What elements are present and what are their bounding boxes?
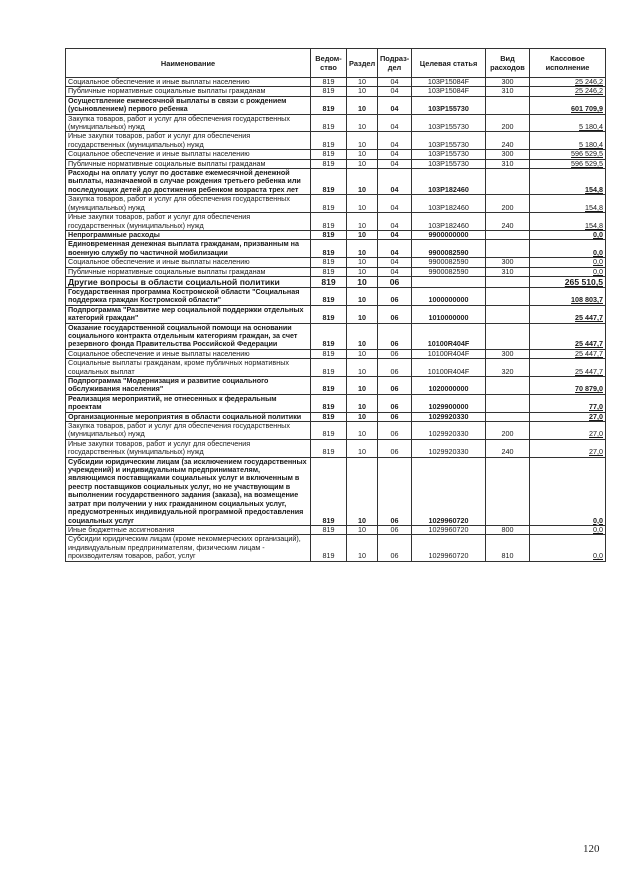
cell-cash-execution: 0,0 [530, 240, 606, 258]
cell-razdel: 10 [347, 394, 378, 412]
table-row [66, 422, 606, 440]
cell-target-article: 103P15084F [412, 78, 486, 87]
cell-vedomstvo: 819 [311, 439, 347, 457]
table-row [66, 114, 606, 132]
cell-razdel: 10 [347, 213, 378, 231]
cell-name: Закупка товаров, работ и услуг для обеспечения государственных (муниципальных) нужд [66, 422, 311, 440]
cell-target-article: 103P182460 [412, 195, 486, 213]
cell-razdel: 10 [347, 267, 378, 276]
cell-vedomstvo: 819 [311, 258, 347, 267]
cell-razdel: 10 [347, 377, 378, 395]
cell-vedomstvo: 819 [311, 230, 347, 239]
cell-cash-execution: 25 447,7 [530, 359, 606, 377]
header-cash-execution: Кассовое исполнение [530, 49, 606, 78]
cell-podrazdel: 04 [378, 114, 412, 132]
cell-vedomstvo: 819 [311, 359, 347, 377]
cell-target-article: 9900082590 [412, 258, 486, 267]
cell-cash-execution: 27,0 [530, 412, 606, 421]
cell-cash-execution: 0,0 [530, 230, 606, 239]
cell-razdel: 10 [347, 114, 378, 132]
cell-expense-type: 200 [486, 114, 530, 132]
cell-expense-type: 800 [486, 525, 530, 534]
cell-target-article: 1029920330 [412, 412, 486, 421]
cell-name: Организационные мероприятия в области социальной политики [66, 412, 311, 421]
cell-expense-type [486, 287, 530, 305]
cell-podrazdel: 04 [378, 258, 412, 267]
cell-expense-type [486, 412, 530, 421]
cell-podrazdel: 04 [378, 213, 412, 231]
cell-cash-execution: 154,8 [530, 195, 606, 213]
cell-cash-execution: 27,0 [530, 439, 606, 457]
cell-expense-type: 320 [486, 359, 530, 377]
cell-expense-type [486, 276, 530, 287]
cell-razdel: 10 [347, 240, 378, 258]
cell-name: Социальные выплаты гражданам, кроме публичных нормативных социальных выплат [66, 359, 311, 377]
cell-target-article: 103P15084F [412, 87, 486, 96]
cell-razdel: 10 [347, 525, 378, 534]
cell-vedomstvo: 819 [311, 305, 347, 323]
cell-target-article: 103P182460 [412, 169, 486, 195]
cell-name: Подпрограмма "Развитие мер социальной поддержки отдельных категорий граждан" [66, 305, 311, 323]
cell-target-article: 1029920330 [412, 422, 486, 440]
cell-name: Иные бюджетные ассигнования [66, 525, 311, 534]
cell-vedomstvo: 819 [311, 412, 347, 421]
cell-razdel: 10 [347, 535, 378, 561]
cell-vedomstvo: 819 [311, 213, 347, 231]
cell-cash-execution: 265 510,5 [530, 276, 606, 287]
table-row [66, 96, 606, 114]
table-row [66, 267, 606, 276]
cell-target-article: 1010000000 [412, 305, 486, 323]
cell-name: Социальное обеспечение и иные выплаты населению [66, 349, 311, 358]
table-row [66, 240, 606, 258]
cell-target-article: 9900000000 [412, 230, 486, 239]
cell-target-article: 9900082590 [412, 240, 486, 258]
cell-vedomstvo: 819 [311, 457, 347, 525]
cell-name: Закупка товаров, работ и услуг для обеспечения государственных (муниципальных) нужд [66, 195, 311, 213]
cell-cash-execution: 25 447,7 [530, 349, 606, 358]
cell-target-article: 1020000000 [412, 377, 486, 395]
cell-target-article: 103P155730 [412, 114, 486, 132]
cell-target-article: 1029960720 [412, 457, 486, 525]
cell-name: Иные закупки товаров, работ и услуг для обеспечения государственных (муниципальных) нужд [66, 213, 311, 231]
cell-vedomstvo: 819 [311, 377, 347, 395]
cell-cash-execution: 596 529,5 [530, 159, 606, 168]
cell-razdel: 10 [347, 87, 378, 96]
cell-expense-type: 200 [486, 195, 530, 213]
cell-vedomstvo: 819 [311, 422, 347, 440]
cell-razdel: 10 [347, 159, 378, 168]
cell-name: Субсидии юридическим лицам (за исключением государственных учреждений) и индивидуальным предпринимателям, являющимся поставщиками социальных услуг и включенным в реестр поставщиков социальных услуг, но не участвующим в выполнении государственного задания (заказа), на возмещение затрат при получении у них гражданином социальных услуг, предусмотренных индивидуальной программой предоставления социальных услуг [66, 457, 311, 525]
cell-podrazdel: 04 [378, 150, 412, 159]
cell-name: Непрограммные расходы [66, 230, 311, 239]
cell-cash-execution: 0,0 [530, 535, 606, 561]
cell-podrazdel: 06 [378, 457, 412, 525]
cell-expense-type [486, 169, 530, 195]
cell-razdel: 10 [347, 132, 378, 150]
cell-name: Иные закупки товаров, работ и услуг для обеспечения государственных (муниципальных) нужд [66, 439, 311, 457]
cell-razdel: 10 [347, 287, 378, 305]
cell-expense-type [486, 323, 530, 349]
table-header-row [66, 49, 606, 78]
table-row [66, 287, 606, 305]
cell-expense-type [486, 305, 530, 323]
cell-cash-execution: 70 879,0 [530, 377, 606, 395]
table-row [66, 535, 606, 561]
cell-vedomstvo: 819 [311, 323, 347, 349]
cell-target-article: 103P155730 [412, 96, 486, 114]
cell-name: Осуществление ежемесячной выплаты в связи с рождением (усыновлением) первого ребенка [66, 96, 311, 114]
header-razdel: Раздел [347, 49, 378, 78]
cell-cash-execution: 25 246,2 [530, 78, 606, 87]
cell-podrazdel: 04 [378, 195, 412, 213]
cell-podrazdel: 06 [378, 349, 412, 358]
cell-target-article: 1029920330 [412, 439, 486, 457]
cell-razdel: 10 [347, 439, 378, 457]
cell-razdel: 10 [347, 323, 378, 349]
cell-name: Закупка товаров, работ и услуг для обеспечения государственных (муниципальных) нужд [66, 114, 311, 132]
cell-podrazdel: 04 [378, 159, 412, 168]
cell-expense-type [486, 240, 530, 258]
table-row [66, 439, 606, 457]
cell-razdel: 10 [347, 150, 378, 159]
cell-expense-type: 300 [486, 258, 530, 267]
cell-target-article: 1000000000 [412, 287, 486, 305]
table-row [66, 87, 606, 96]
cell-name: Публичные нормативные социальные выплаты гражданам [66, 267, 311, 276]
cell-target-article: 103P155730 [412, 159, 486, 168]
cell-razdel: 10 [347, 359, 378, 377]
table-row [66, 359, 606, 377]
cell-razdel: 10 [347, 169, 378, 195]
cell-name: Публичные нормативные социальные выплаты гражданам [66, 159, 311, 168]
cell-razdel: 10 [347, 96, 378, 114]
cell-vedomstvo: 819 [311, 240, 347, 258]
cell-name: Расходы на оплату услуг по доставке ежемесячной денежной выплаты, назначаемой в случае рождения третьего ребенка или последующих детей до достижения ребенком возраста трех лет [66, 169, 311, 195]
cell-razdel: 10 [347, 412, 378, 421]
cell-cash-execution: 108 803,7 [530, 287, 606, 305]
cell-cash-execution: 0,0 [530, 457, 606, 525]
table-row [66, 132, 606, 150]
cell-name: Социальное обеспечение и иные выплаты населению [66, 78, 311, 87]
cell-target-article: 9900082590 [412, 267, 486, 276]
table-row [66, 377, 606, 395]
cell-razdel: 10 [347, 78, 378, 87]
cell-razdel: 10 [347, 305, 378, 323]
cell-cash-execution: 27,0 [530, 422, 606, 440]
cell-vedomstvo: 819 [311, 276, 347, 287]
cell-vedomstvo: 819 [311, 150, 347, 159]
cell-podrazdel: 06 [378, 359, 412, 377]
cell-razdel: 10 [347, 258, 378, 267]
cell-expense-type: 810 [486, 535, 530, 561]
cell-name: Другие вопросы в области социальной политики [66, 276, 311, 287]
cell-podrazdel: 04 [378, 96, 412, 114]
cell-expense-type: 240 [486, 439, 530, 457]
header-name: Наименование [66, 49, 311, 78]
table-body [66, 78, 606, 562]
cell-razdel: 10 [347, 457, 378, 525]
cell-podrazdel: 06 [378, 377, 412, 395]
cell-vedomstvo: 819 [311, 287, 347, 305]
cell-name: Оказание государственной социальной помощи на основании социального контракта отдельным категориям граждан, за счет резервного фонда Правительства Российской Федерации [66, 323, 311, 349]
cell-name: Подпрограмма "Модернизация и развитие социального обслуживания населения" [66, 377, 311, 395]
table-row [66, 394, 606, 412]
cell-name: Иные закупки товаров, работ и услуг для обеспечения государственных (муниципальных) нужд [66, 132, 311, 150]
cell-cash-execution: 25 447,7 [530, 323, 606, 349]
cell-cash-execution: 154,8 [530, 169, 606, 195]
cell-podrazdel: 04 [378, 87, 412, 96]
cell-expense-type: 240 [486, 132, 530, 150]
cell-podrazdel: 04 [378, 169, 412, 195]
cell-expense-type: 240 [486, 213, 530, 231]
cell-target-article: 10100R404F [412, 349, 486, 358]
page-number: 120 [583, 843, 600, 855]
cell-podrazdel: 06 [378, 323, 412, 349]
cell-podrazdel: 06 [378, 535, 412, 561]
cell-razdel: 10 [347, 422, 378, 440]
cell-podrazdel: 06 [378, 525, 412, 534]
cell-name: Социальное обеспечение и иные выплаты населению [66, 258, 311, 267]
cell-cash-execution: 596 529,5 [530, 150, 606, 159]
table-row [66, 258, 606, 267]
cell-cash-execution: 0,0 [530, 525, 606, 534]
cell-name: Социальное обеспечение и иные выплаты населению [66, 150, 311, 159]
cell-target-article [412, 276, 486, 287]
cell-expense-type: 300 [486, 78, 530, 87]
cell-expense-type [486, 457, 530, 525]
cell-expense-type: 310 [486, 87, 530, 96]
cell-podrazdel: 06 [378, 412, 412, 421]
cell-vedomstvo: 819 [311, 349, 347, 358]
cell-expense-type: 310 [486, 267, 530, 276]
cell-cash-execution: 5 180,4 [530, 132, 606, 150]
header-podrazdel: Подраз-дел [378, 49, 412, 78]
cell-name: Единовременная денежная выплата гражданам, призванным на военную службу по частичной мобилизации [66, 240, 311, 258]
cell-razdel: 10 [347, 276, 378, 287]
cell-podrazdel: 04 [378, 132, 412, 150]
cell-vedomstvo: 819 [311, 525, 347, 534]
cell-podrazdel: 04 [378, 240, 412, 258]
table-row [66, 457, 606, 525]
cell-expense-type: 200 [486, 422, 530, 440]
cell-expense-type: 310 [486, 159, 530, 168]
table-row [66, 276, 606, 287]
cell-podrazdel: 06 [378, 439, 412, 457]
cell-cash-execution: 154,8 [530, 213, 606, 231]
cell-vedomstvo: 819 [311, 159, 347, 168]
cell-vedomstvo: 819 [311, 195, 347, 213]
cell-vedomstvo: 819 [311, 78, 347, 87]
cell-vedomstvo: 819 [311, 96, 347, 114]
cell-podrazdel: 06 [378, 276, 412, 287]
cell-target-article: 103P155730 [412, 150, 486, 159]
cell-expense-type: 300 [486, 150, 530, 159]
cell-podrazdel: 06 [378, 305, 412, 323]
table-row [66, 323, 606, 349]
cell-vedomstvo: 819 [311, 87, 347, 96]
cell-cash-execution: 0,0 [530, 258, 606, 267]
cell-vedomstvo: 819 [311, 535, 347, 561]
cell-podrazdel: 06 [378, 287, 412, 305]
cell-podrazdel: 04 [378, 78, 412, 87]
cell-vedomstvo: 819 [311, 267, 347, 276]
cell-name: Государственная программа Костромской области "Социальная поддержка граждан Костромской области" [66, 287, 311, 305]
cell-vedomstvo: 819 [311, 169, 347, 195]
cell-podrazdel: 06 [378, 422, 412, 440]
cell-expense-type: 300 [486, 349, 530, 358]
cell-expense-type [486, 394, 530, 412]
cell-name: Реализация мероприятий, не отнесенных к федеральным проектам [66, 394, 311, 412]
cell-cash-execution: 25 246,2 [530, 87, 606, 96]
table-row [66, 305, 606, 323]
cell-cash-execution: 25 447,7 [530, 305, 606, 323]
cell-name: Публичные нормативные социальные выплаты гражданам [66, 87, 311, 96]
cell-cash-execution: 5 180,4 [530, 114, 606, 132]
cell-vedomstvo: 819 [311, 114, 347, 132]
cell-target-article: 10100R404F [412, 359, 486, 377]
cell-razdel: 10 [347, 349, 378, 358]
cell-expense-type [486, 230, 530, 239]
cell-target-article: 103P182460 [412, 213, 486, 231]
cell-razdel: 10 [347, 230, 378, 239]
header-target-article: Целевая статья [412, 49, 486, 78]
cell-expense-type [486, 96, 530, 114]
table-row [66, 213, 606, 231]
cell-cash-execution: 0,0 [530, 267, 606, 276]
cell-target-article: 1029960720 [412, 525, 486, 534]
table-row [66, 150, 606, 159]
cell-target-article: 1029960720 [412, 535, 486, 561]
cell-podrazdel: 04 [378, 230, 412, 239]
table-row [66, 195, 606, 213]
cell-cash-execution: 601 709,9 [530, 96, 606, 114]
cell-target-article: 1029900000 [412, 394, 486, 412]
cell-vedomstvo: 819 [311, 394, 347, 412]
cell-razdel: 10 [347, 195, 378, 213]
budget-table [65, 48, 606, 562]
cell-target-article: 10100R404F [412, 323, 486, 349]
cell-vedomstvo: 819 [311, 132, 347, 150]
cell-name: Субсидии юридическим лицам (кроме некоммерческих организаций), индивидуальным предпринимателям, физическим лицам - производителям товаров, работ, услуг [66, 535, 311, 561]
cell-target-article: 103P155730 [412, 132, 486, 150]
cell-podrazdel: 04 [378, 267, 412, 276]
header-expense-type: Вид расходов [486, 49, 530, 78]
table-row [66, 169, 606, 195]
header-vedomstvo: Ведом-ство [311, 49, 347, 78]
cell-cash-execution: 77,0 [530, 394, 606, 412]
cell-expense-type [486, 377, 530, 395]
cell-podrazdel: 06 [378, 394, 412, 412]
